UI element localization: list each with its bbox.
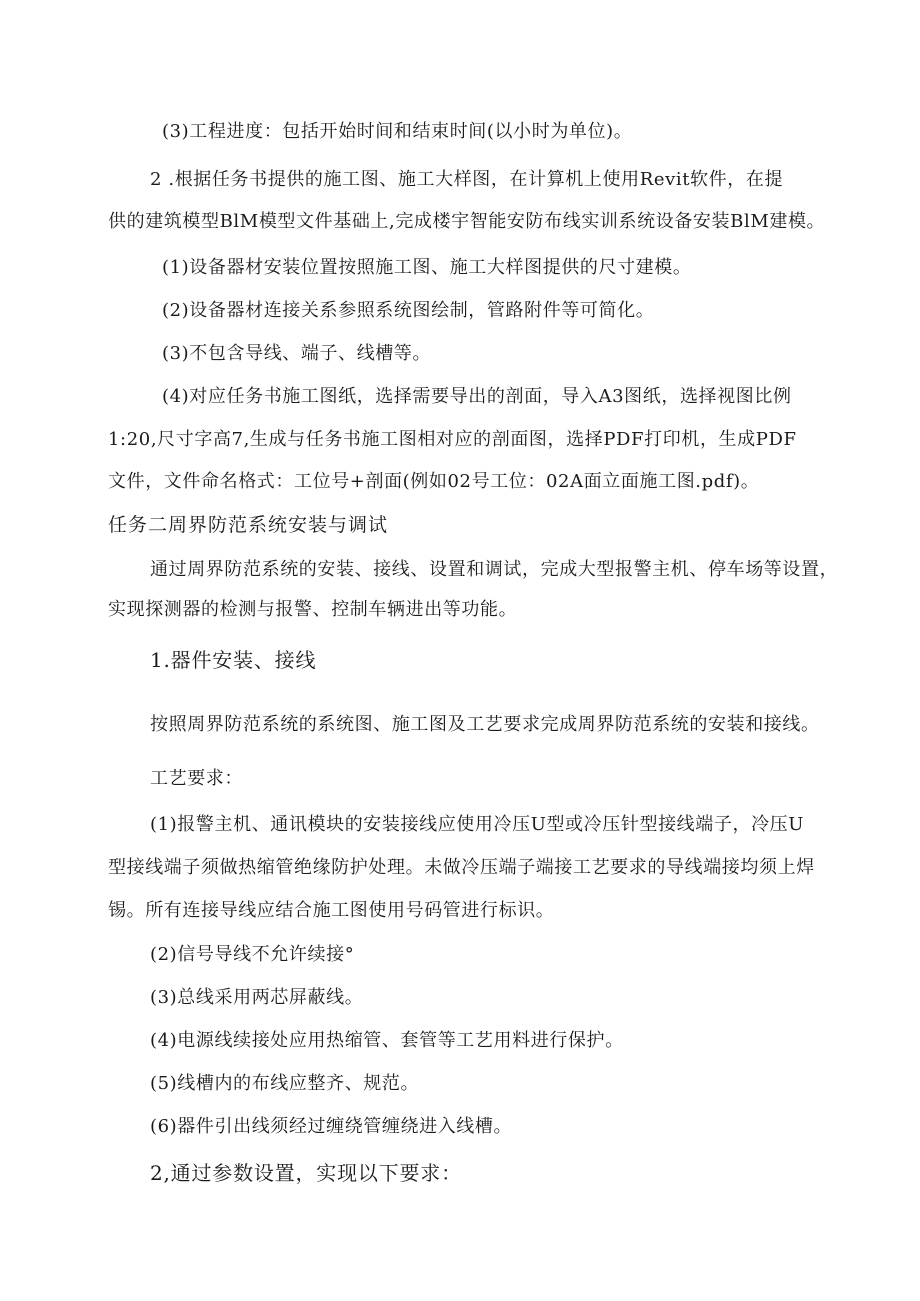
text-line: 锡。所有连接导线应结合施工图使用号码管进行标识。: [108, 900, 555, 921]
text-line: 工艺要求：: [150, 768, 243, 789]
text-line: (3)不包含导线、端子、线槽等。: [162, 343, 432, 364]
subsection-heading: 1.器件安装、接线: [150, 648, 317, 672]
text-line: (1)报警主机、通讯模块的安装接线应使用冷压U型或冷压针型接线端子，冷压U: [150, 814, 805, 835]
text-line: (4)电源线续接处应用热缩管、套管等工艺用料进行保护。: [150, 1030, 624, 1051]
text-line: 按照周界防范系统的系统图、施工图及工艺要求完成周界防范系统的安装和接线。: [150, 714, 820, 735]
text-line: 型接线端子须做热缩管绝缘防护处理。未做冷压端子端接工艺要求的导线端接均须上焊: [108, 857, 815, 878]
text-line: (1)设备器材安装位置按照施工图、施工大样图提供的尺寸建模。: [162, 257, 692, 278]
text-line: 通过周界防范系统的安装、接线、设置和调试，完成大型报警主机、停车场等设置，: [150, 559, 839, 580]
text-line: 供的建筑模型BlM模型文件基础上,完成楼宇智能安防布线实训系统设备安装BlM建模。: [108, 211, 826, 232]
text-line: (5)线槽内的布线应整齐、规范。: [150, 1073, 420, 1094]
text-line: 2 .根据任务书提供的施工图、施工大样图，在计算机上使用Revit软件，在提: [150, 169, 784, 190]
text-line: (4)对应任务书施工图纸，选择需要导出的剖面，导入A3图纸，选择视图比例: [162, 386, 792, 407]
text-line: (2)信号导线不允许续接°: [150, 944, 355, 965]
section-heading: 任务二周界防范系统安装与调试: [108, 514, 389, 536]
text-line: 文件，文件命名格式：工位号+剖面(例如02号工位：02A面立面施工图.pdf)。: [108, 471, 760, 492]
text-line: (3)总线采用两芯屏蔽线。: [150, 987, 364, 1008]
text-line: 实现探测器的检测与报警、控制车辆进出等功能。: [108, 599, 518, 620]
text-line: (2)设备器材连接关系参照系统图绘制，管路附件等可简化。: [162, 300, 655, 321]
text-line: 1:20,尺寸字高7,生成与任务书施工图相对应的剖面图，选择PDF打印机，生成PDF: [108, 429, 797, 450]
text-line: (3)工程进度：包括开始时间和结束时间(以小时为单位)。: [162, 121, 633, 142]
subsection-heading: 2,通过参数设置，实现以下要求：: [150, 1161, 462, 1185]
text-line: (6)器件引出线须经过缠绕管缠绕进入线槽。: [150, 1116, 513, 1137]
